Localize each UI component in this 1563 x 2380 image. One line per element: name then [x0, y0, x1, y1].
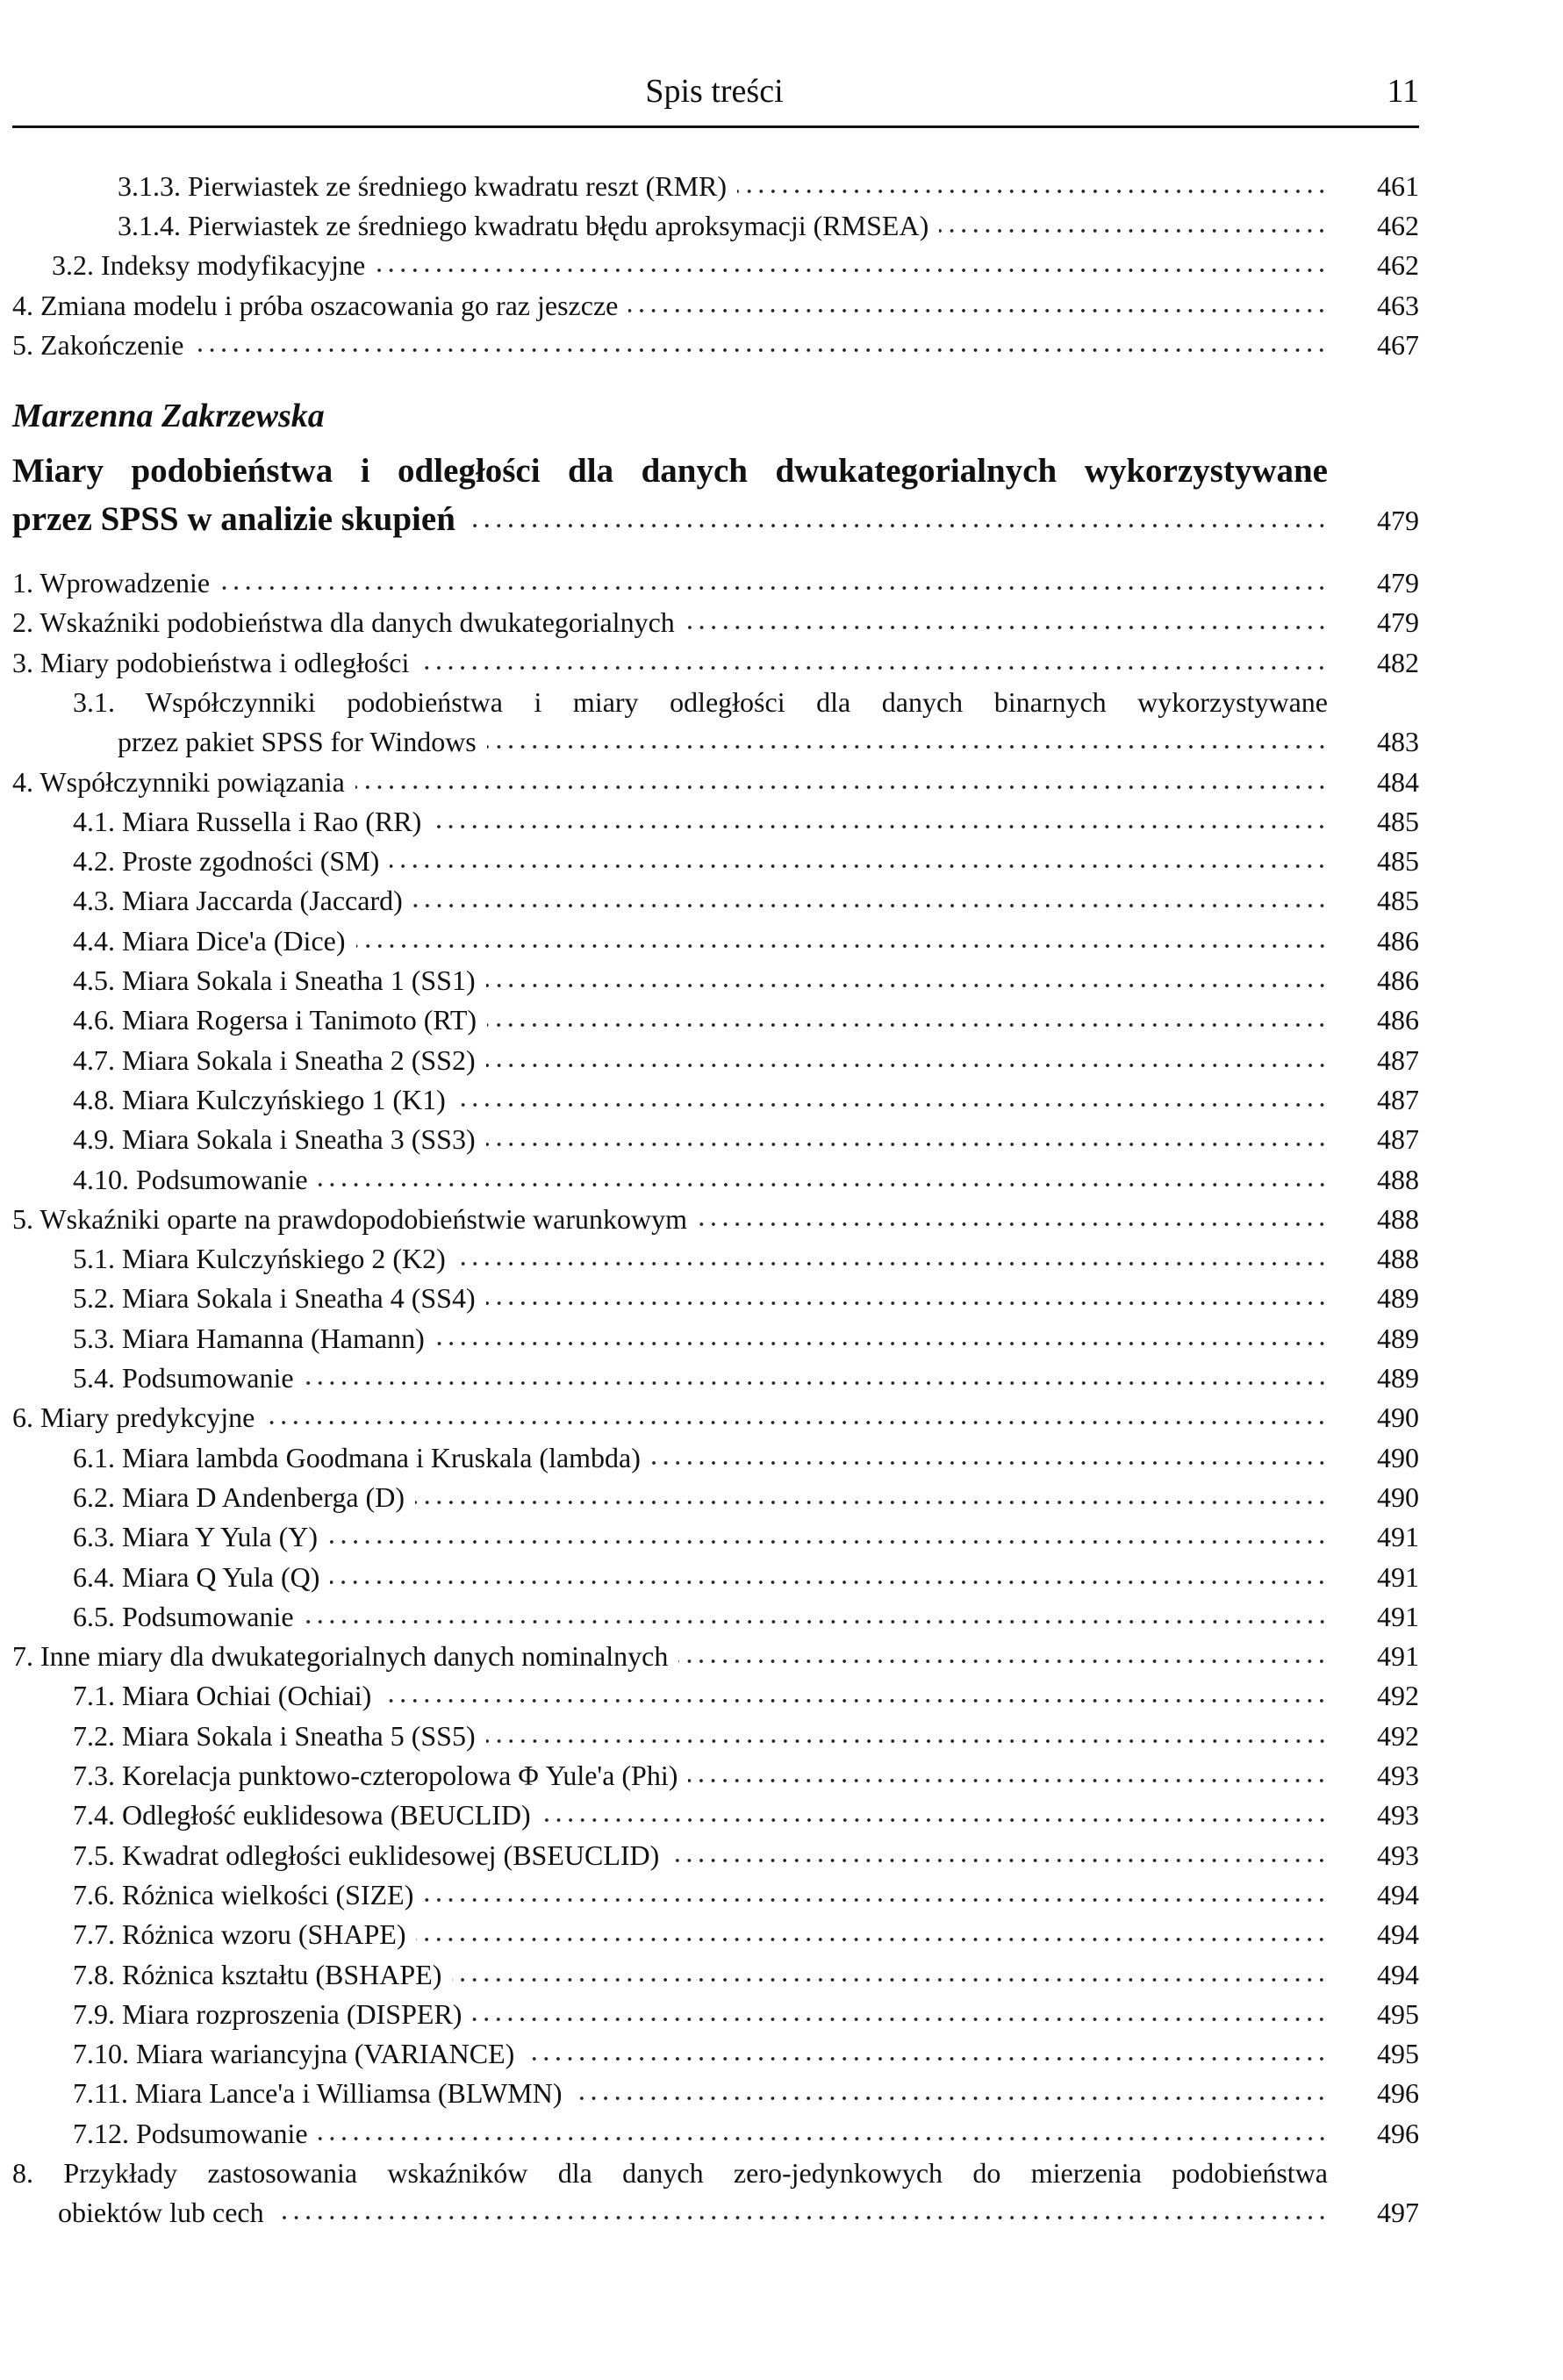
header-title: Spis treści: [645, 73, 784, 110]
dot-leader: [194, 346, 1328, 355]
chapter-title-line: [12, 499, 1419, 539]
chapter-title-line: [12, 451, 1328, 491]
dot-leader: [737, 187, 1328, 196]
entry-label: 7.11. Miara Lance'a i Williamsa (BLWMN): [73, 2077, 563, 2110]
entry-page: 495: [1377, 2038, 1419, 2070]
entry-page: 462: [1377, 210, 1419, 242]
entry-page: 482: [1377, 646, 1419, 678]
dot-leader: [698, 1220, 1328, 1229]
dot-leader: [275, 2213, 1328, 2222]
toc-entry: [12, 1398, 1419, 1437]
dot-leader: [486, 1737, 1328, 1746]
dot-leader: [356, 942, 1329, 950]
toc-entry-continuation: [118, 722, 1419, 762]
entry-label: 7.7. Różnica wzoru (SHAPE): [73, 1918, 406, 1951]
entry-label: 3.2. Indeksy modyfikacyjne: [52, 249, 366, 282]
entry-page: 486: [1377, 924, 1419, 957]
toc-entry: [73, 1358, 1419, 1398]
toc-entry: [73, 2034, 1419, 2074]
entry-label: 2. Wskaźniki podobieństwa dla danych dwukategorialnych: [12, 606, 675, 639]
dot-leader: [472, 2015, 1328, 2024]
toc-entry: [73, 683, 1328, 722]
dot-leader: [487, 742, 1328, 751]
dot-leader: [319, 1180, 1328, 1189]
entry-page: 497: [1377, 2197, 1419, 2229]
entry-label: 6. Miary predykcyjne: [12, 1401, 255, 1434]
entry-label: 4. Zmiana modelu i próba oszacowania go raz jeszcze: [12, 289, 619, 321]
dot-leader: [382, 1696, 1328, 1705]
toc-entry: [73, 1558, 1419, 1597]
entry-label: przez SPSS w analizie skupień: [12, 500, 455, 538]
toc-entry: [73, 1597, 1419, 1637]
entry-label: 7.5. Kwadrat odległości euklidesowej (BSEUCLID): [73, 1839, 660, 1871]
entry-label: 6.2. Miara D Andenberga (D): [73, 1480, 405, 1513]
toc-entry: [52, 246, 1419, 285]
entry-label: 4.1. Miara Russella i Rao (RR): [73, 805, 422, 837]
toc-entry: [73, 1717, 1419, 1756]
entry-label: 7.6. Różnica wielkości (SIZE): [73, 1878, 414, 1910]
entry-label: 4.9. Miara Sokala i Sneatha 3 (SS3): [73, 1123, 476, 1156]
toc-entry: [73, 1517, 1419, 1557]
entry-label: 4.2. Proste zgodności (SM): [73, 845, 380, 878]
entry-page: 486: [1377, 1004, 1419, 1036]
dot-leader: [328, 1538, 1328, 1546]
entry-page: 479: [1377, 606, 1419, 639]
dot-leader: [435, 1339, 1328, 1348]
entry-page: 461: [1377, 170, 1419, 202]
toc-entry: [73, 1995, 1419, 2034]
dot-leader: [628, 306, 1328, 315]
entry-page: 490: [1377, 1401, 1419, 1434]
entry-page: 487: [1377, 1123, 1419, 1156]
toc-entry: [73, 1478, 1419, 1517]
dot-leader: [305, 1379, 1328, 1387]
toc-entry: [73, 2074, 1419, 2113]
entry-label: 5.1. Miara Kulczyńskiego 2 (K2): [73, 1243, 446, 1275]
dot-leader: [486, 1061, 1328, 1070]
entry-label: 7.2. Miara Sokala i Sneatha 5 (SS5): [73, 1719, 476, 1752]
entry-label: 6.5. Podsumowanie: [73, 1600, 294, 1632]
toc-entry: [12, 563, 1419, 603]
entry-page: 483: [1377, 726, 1419, 758]
entry-label: 4.6. Miara Rogersa i Tanimoto (RT): [73, 1004, 477, 1036]
dot-leader: [415, 1498, 1328, 1507]
toc-entry: [73, 1160, 1419, 1200]
entry-label: 5.4. Podsumowanie: [73, 1362, 294, 1394]
entry-page: 487: [1377, 1083, 1419, 1115]
toc-entry: [73, 1000, 1419, 1040]
toc-entry: [12, 763, 1419, 802]
toc-entry: [73, 1120, 1419, 1159]
dot-leader: [486, 1299, 1328, 1308]
entry-label: 3.1.3. Pierwiastek ze średniego kwadratu reszt (RMR): [118, 170, 728, 202]
toc-entry: [73, 881, 1419, 921]
entry-page: 485: [1377, 845, 1419, 878]
entry-page: 462: [1377, 249, 1419, 282]
toc-entry-continuation: [58, 2193, 1419, 2233]
entry-page: 489: [1377, 1322, 1419, 1354]
entry-label: 3. Miary podobieństwa i odległości: [12, 646, 410, 678]
entry-page: 489: [1377, 1362, 1419, 1394]
toc-entry: [12, 1200, 1419, 1239]
entry-page: 488: [1377, 1163, 1419, 1195]
entry-page: 493: [1377, 1760, 1419, 1791]
entry-label: 4.5. Miara Sokala i Sneatha 1 (SS1): [73, 964, 476, 996]
dot-leader: [330, 1578, 1328, 1587]
dot-leader: [486, 981, 1328, 990]
dot-leader: [432, 822, 1328, 831]
dot-leader: [651, 1459, 1328, 1467]
entry-label: 7. Inne miary dla dwukategorialnych danych nominalnych: [12, 1640, 669, 1673]
dot-leader: [220, 584, 1328, 592]
entry-page: 479: [1377, 505, 1419, 536]
entry-label: 4.10. Podsumowanie: [73, 1163, 308, 1195]
entry-page: 490: [1377, 1480, 1419, 1513]
entry-page: 494: [1377, 1918, 1419, 1951]
toc-entry: [12, 1637, 1419, 1676]
entry-page: 463: [1377, 289, 1419, 321]
chapter-author: Marzenna Zakrzewska: [12, 398, 325, 434]
toc-entry: [12, 2154, 1328, 2193]
entry-label: przez pakiet SPSS for Windows: [118, 726, 477, 758]
toc-entry: [73, 1836, 1419, 1875]
entry-page: 496: [1377, 2117, 1419, 2149]
entry-label: 8. Przykłady zastosowania wskaźników dla danych zero-jedynkowych do mierzenia podobieństwa: [12, 2157, 1328, 2189]
toc-entry: [73, 1875, 1419, 1915]
dot-leader: [390, 862, 1328, 871]
entry-label: 5.3. Miara Hamanna (Hamann): [73, 1322, 425, 1354]
entry-label: 3.1. Współczynniki podobieństwa i miary odległości dla danych binarnych wykorzystywane: [73, 685, 1328, 718]
toc-entry: [73, 842, 1419, 881]
dot-leader: [265, 1418, 1328, 1427]
entry-label: 4. Współczynniki powiązania: [12, 765, 345, 798]
dot-leader: [939, 226, 1328, 235]
toc-entry: [73, 1041, 1419, 1080]
entry-label: 5. Wskaźniki oparte na prawdopodobieństwie warunkowym: [12, 1202, 687, 1235]
entry-label: 4.4. Miara Dice'a (Dice): [73, 924, 346, 957]
entry-page: 491: [1377, 1640, 1419, 1673]
dot-leader: [452, 1975, 1328, 1984]
toc-entry: [73, 961, 1419, 1000]
toc-entry: [12, 286, 1419, 326]
dot-leader: [416, 1935, 1328, 1944]
dot-leader: [688, 1776, 1328, 1785]
toc-entry: [73, 1915, 1419, 1954]
toc-entry: [73, 802, 1419, 842]
entry-label: 5.2. Miara Sokala i Sneatha 4 (SS4): [73, 1282, 476, 1315]
entry-label: 1. Wprowadzenie: [12, 567, 211, 599]
entry-page: 484: [1377, 765, 1419, 798]
dot-leader: [319, 2134, 1328, 2143]
toc-entry: [73, 1239, 1419, 1279]
entry-page: 489: [1377, 1282, 1419, 1315]
dot-leader: [486, 1140, 1328, 1149]
entry-page: 485: [1377, 805, 1419, 837]
entry-label: 5. Zakończenie: [12, 328, 184, 361]
entry-page: 492: [1377, 1680, 1419, 1712]
entry-label: 7.4. Odległość euklidesowa (BEUCLID): [73, 1799, 531, 1832]
entry-label: 6.1. Miara lambda Goodmana i Kruskala (lambda): [73, 1441, 641, 1473]
dot-leader: [424, 1896, 1328, 1904]
entry-label: 7.10. Miara wariancyjna (VARIANCE): [73, 2038, 515, 2070]
toc-entry: [73, 1676, 1419, 1716]
dot-leader: [487, 1021, 1328, 1029]
dot-leader: [670, 1856, 1328, 1865]
toc-entry: [73, 921, 1419, 961]
toc-entry: [73, 1279, 1419, 1318]
entry-page: 488: [1377, 1243, 1419, 1275]
entry-label: 7.1. Miara Ochiai (Ochiai): [73, 1680, 372, 1712]
dot-leader: [525, 2054, 1328, 2063]
dot-leader: [678, 1657, 1328, 1666]
toc-entry: [73, 1955, 1419, 1995]
entry-page: 491: [1377, 1600, 1419, 1632]
toc-entry: [12, 603, 1419, 642]
toc-entry: [118, 206, 1419, 246]
dot-leader: [685, 623, 1328, 632]
entry-label: 7.8. Różnica kształtu (BSHAPE): [73, 1958, 442, 1990]
dot-leader: [305, 1617, 1328, 1626]
entry-label: 3.1.4. Pierwiastek ze średniego kwadratu błędu aproksymacji (RMSEA): [118, 210, 929, 242]
entry-page: 488: [1377, 1202, 1419, 1235]
entry-page: 494: [1377, 1958, 1419, 1990]
header-page-number: 11: [1387, 73, 1419, 110]
dot-leader: [541, 1816, 1328, 1824]
dot-leader: [456, 1100, 1328, 1109]
entry-page: 486: [1377, 964, 1419, 996]
entry-page: 495: [1377, 1997, 1419, 2030]
toc-entry: [73, 1438, 1419, 1478]
chapter-title-text: Miary podobieństwa i odległości dla danych dwukategorialnych wykorzystywane: [12, 452, 1328, 490]
entry-page: 467: [1377, 328, 1419, 361]
entry-label: 7.9. Miara rozproszenia (DISPER): [73, 1997, 462, 2030]
dot-leader: [355, 783, 1328, 792]
toc-entry: [12, 643, 1419, 683]
dot-leader: [376, 266, 1328, 275]
toc-entry: [73, 1796, 1419, 1835]
entry-label: 4.8. Miara Kulczyńskiego 1 (K1): [73, 1083, 446, 1115]
entry-page: 493: [1377, 1839, 1419, 1871]
entry-page: 496: [1377, 2077, 1419, 2110]
entry-page: 491: [1377, 1521, 1419, 1553]
toc-entry: [73, 2114, 1419, 2154]
entry-page: 494: [1377, 1878, 1419, 1910]
entry-label: 4.7. Miara Sokala i Sneatha 2 (SS2): [73, 1043, 476, 1076]
entry-label: 6.4. Miara Q Yula (Q): [73, 1560, 320, 1593]
toc-entry: [73, 1756, 1419, 1796]
entry-label: 7.12. Podsumowanie: [73, 2117, 308, 2149]
entry-page: 491: [1377, 1560, 1419, 1593]
toc-entry: [118, 167, 1419, 206]
toc-entry: [12, 326, 1419, 365]
dot-leader: [419, 663, 1328, 672]
entry-label: 4.3. Miara Jaccarda (Jaccard): [73, 885, 403, 917]
dot-leader: [572, 2094, 1328, 2103]
entry-label: obiektów lub cech: [58, 2197, 264, 2229]
dot-leader: [413, 901, 1328, 910]
toc-entry: [73, 1319, 1419, 1358]
entry-page: 485: [1377, 885, 1419, 917]
entry-page: 490: [1377, 1441, 1419, 1473]
toc-entry: [73, 1080, 1419, 1120]
header-rule: [12, 125, 1419, 128]
entry-page: 487: [1377, 1043, 1419, 1076]
entry-page: 493: [1377, 1799, 1419, 1832]
entry-page: 479: [1377, 567, 1419, 599]
dot-leader: [456, 1259, 1328, 1268]
entry-page: 492: [1377, 1719, 1419, 1752]
dot-leader: [466, 521, 1328, 530]
entry-label: 6.3. Miara Y Yula (Y): [73, 1521, 319, 1553]
entry-label: 7.3. Korelacja punktowo-czteropolowa Φ Yule'a (Phi): [73, 1760, 678, 1791]
